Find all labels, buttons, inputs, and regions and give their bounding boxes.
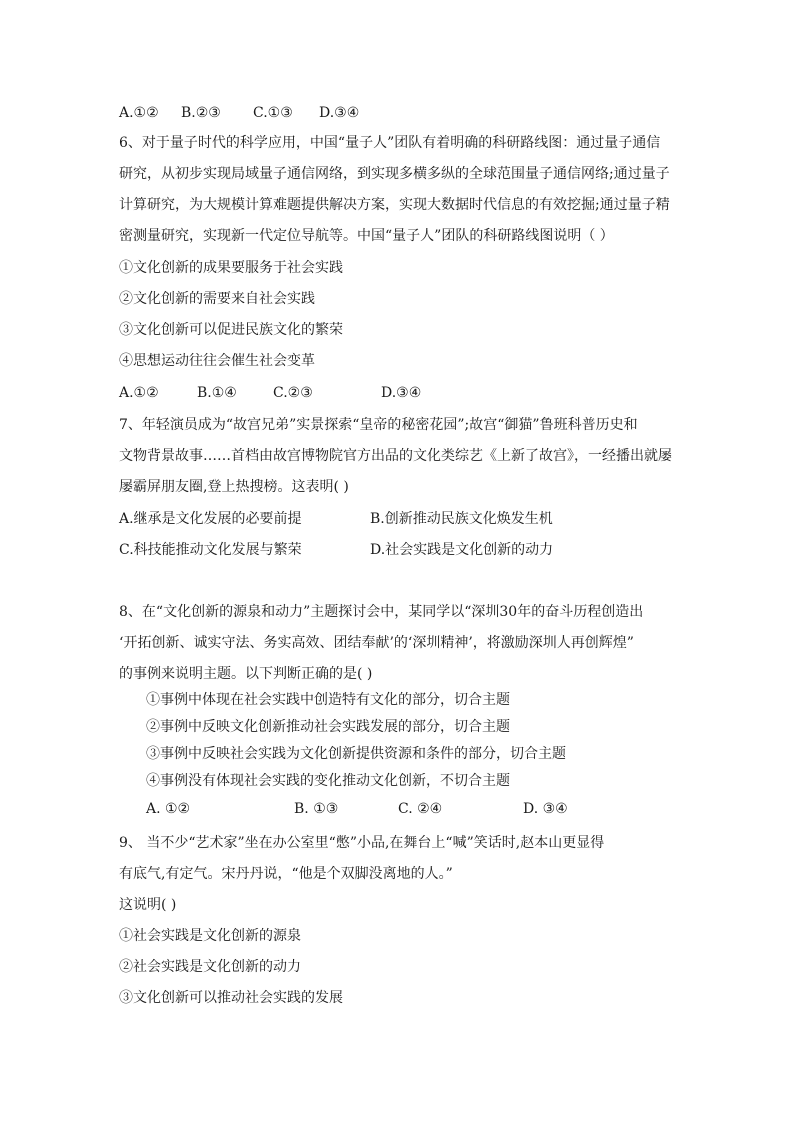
q5-option-d: D.③④ (319, 105, 360, 121)
q7-stem-line: 7、年轻演员成为“故宫兄弟”实景探索“皇帝的秘密花园”;故宫“御猫”鲁班科普历史和 (119, 417, 638, 433)
q7-option-a: A.继承是文化发展的必要前提 (119, 511, 302, 527)
q6-option-c: C.②③ (273, 385, 313, 401)
q7-option-d: D.社会实践是文化创新的动力 (370, 542, 554, 558)
q5-option-b: B.②③ (181, 105, 221, 121)
q6-stem-line: 6、对于量子时代的科学应用，中国“量子人”团队有着明确的科研路线图：通过量子通信 (119, 135, 661, 151)
q5-option-c: C.①③ (253, 105, 293, 121)
q6-item: ①文化创新的成果要服务于社会实践 (119, 260, 343, 276)
q6-stem-line: 计算研究，为大规模计算难题提供解决方案，实现大数据时代信息的有效挖掘;通过量子精 (119, 197, 670, 213)
q8-stem-line: 8、在“文化创新的源泉和动力”主题探讨会中，某同学以“深圳30年的奋斗历程创造出 (119, 604, 644, 620)
q9-item: ②社会实践是文化创新的动力 (119, 959, 301, 975)
q8-item: ①事例中体现在社会实践中创造特有文化的部分，切合主题 (146, 692, 510, 708)
q8-option-b: B. ①③ (294, 801, 339, 817)
q8-item: ③事例中反映社会实践为文化创新提供资源和条件的部分，切合主题 (146, 746, 566, 762)
q9-item: ③文化创新可以推动社会实践的发展 (119, 990, 343, 1006)
q9-stem-line: 这说明( ) (119, 897, 177, 913)
q8-option-d: D. ③④ (523, 801, 568, 817)
q8-stem-line: 的事例来说明主题。以下判断正确的是( ) (119, 666, 373, 682)
q6-item: ④思想运动往往会催生社会变革 (119, 353, 315, 369)
q6-item: ②文化创新的需要来自社会实践 (119, 291, 315, 307)
q6-option-a: A.①② (119, 385, 159, 401)
q9-item: ①社会实践是文化创新的源泉 (119, 928, 301, 944)
q7-option-b: B.创新推动民族文化焕发生机 (370, 511, 553, 527)
q9-stem-line: 有底气,有定气。宋丹丹说，“他是个双脚没离地的人。” (119, 866, 453, 882)
q8-option-a: A. ①② (146, 801, 191, 817)
q7-stem-line: 文物背景故事……首档由故宫博物院官方出品的文化类综艺《上新了故宫》，一经播出就屡 (119, 448, 672, 464)
q6-option-b: B.①④ (197, 385, 237, 401)
q8-item: ②事例中反映文化创新推动社会实践发展的部分，切合主题 (146, 719, 510, 735)
q6-stem-line: 研究，从初步实现局域量子通信网络，到实现多横多纵的全球范围量子通信网络;通过量子 (119, 166, 670, 182)
q8-item: ④事例没有体现社会实践的变化推动文化创新，不切合主题 (146, 773, 510, 789)
q6-item: ③文化创新可以促进民族文化的繁荣 (119, 322, 343, 338)
q6-option-d: D.③④ (381, 385, 422, 401)
q5-option-a: A.①② (119, 105, 159, 121)
q6-stem-line: 密测量研究，实现新一代定位导航等。中国“量子人”团队的科研路线图说明（ ） (119, 228, 614, 244)
q9-stem-line: 9、 当不少“艺术家”坐在办公室里“憋”小品,在舞台上“喊”笑话时,赵本山更显得 (119, 835, 605, 851)
q7-option-c: C.科技能推动文化发展与繁荣 (119, 542, 302, 558)
q8-stem-line: ‘开拓创新、诚实守法、务实高效、团结奉献’的‘深圳精神’，将激励深圳人再创辉煌” (119, 635, 634, 651)
q7-stem-line: 屡霸屏朋友圈,登上热搜榜。这表明( ) (119, 479, 349, 495)
q8-option-c: C. ②④ (398, 801, 443, 817)
